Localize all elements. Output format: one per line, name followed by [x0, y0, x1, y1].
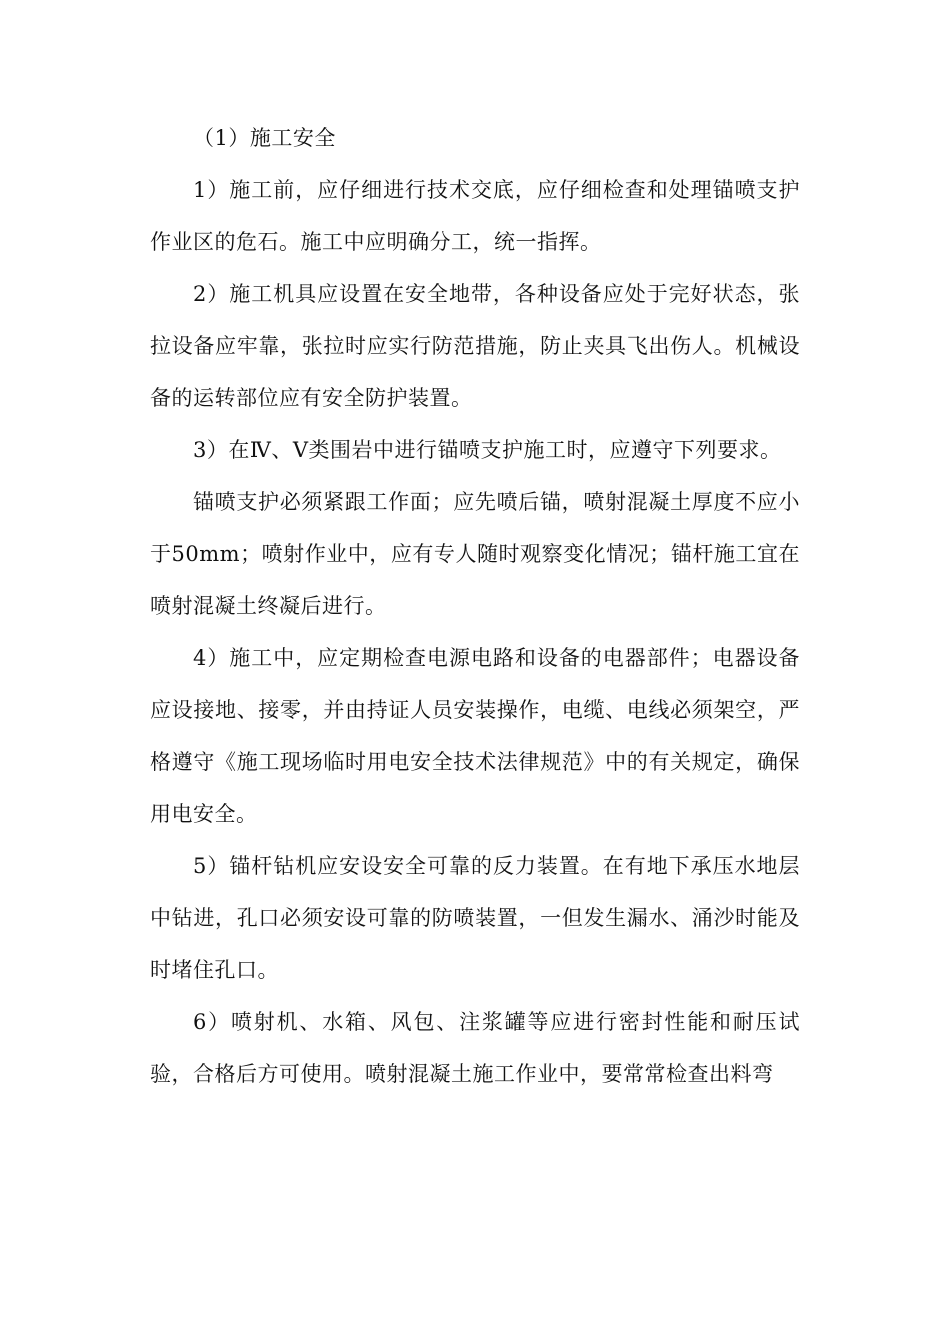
document-body [150, 112, 800, 1100]
paragraph-6: 5）锚杆钻机应安设安全可靠的反力装置。在有地下承压水地层中钻进，孔口必须安设可靠的防喷装置，一但发生漏水、涌沙时能及时堵住孔口。 [150, 854, 800, 982]
paragraph-3: 3）在Ⅳ、Ⅴ类围岩中进行锚喷支护施工时，应遵守下列要求。 [193, 438, 782, 462]
paragraph-4: 锚喷支护必须紧跟工作面；应先喷后锚，喷射混凝土厚度不应小于50mm；喷射作业中，应有专人随时观察变化情况；锚杆施工宜在喷射混凝土终凝后进行。 [150, 490, 800, 618]
paragraph-7: 6）喷射机、水箱、风包、注浆罐等应进行密封性能和耐压试验，合格后方可使用。喷射混凝土施工作业中，要常常检查出料弯 [150, 1010, 800, 1086]
paragraph-1: 1）施工前，应仔细进行技术交底，应仔细检查和处理锚喷支护作业区的危石。施工中应明确分工，统一指挥。 [150, 178, 800, 254]
paragraph-2: 2）施工机具应设置在安全地带，各种设备应处于完好状态，张拉设备应牢靠，张拉时应实行防范措施，防止夹具飞出伤人。机械设备的运转部位应有安全防护装置。 [150, 282, 800, 410]
paragraph-5: 4）施工中，应定期检查电源电路和设备的电器部件；电器设备应设接地、接零，并由持证人员安装操作，电缆、电线必须架空，严格遵守《施工现场临时用电安全技术法律规范》中的有关规定，确保用电安全。 [150, 646, 800, 826]
section-heading: （1）施工安全 [193, 126, 336, 150]
